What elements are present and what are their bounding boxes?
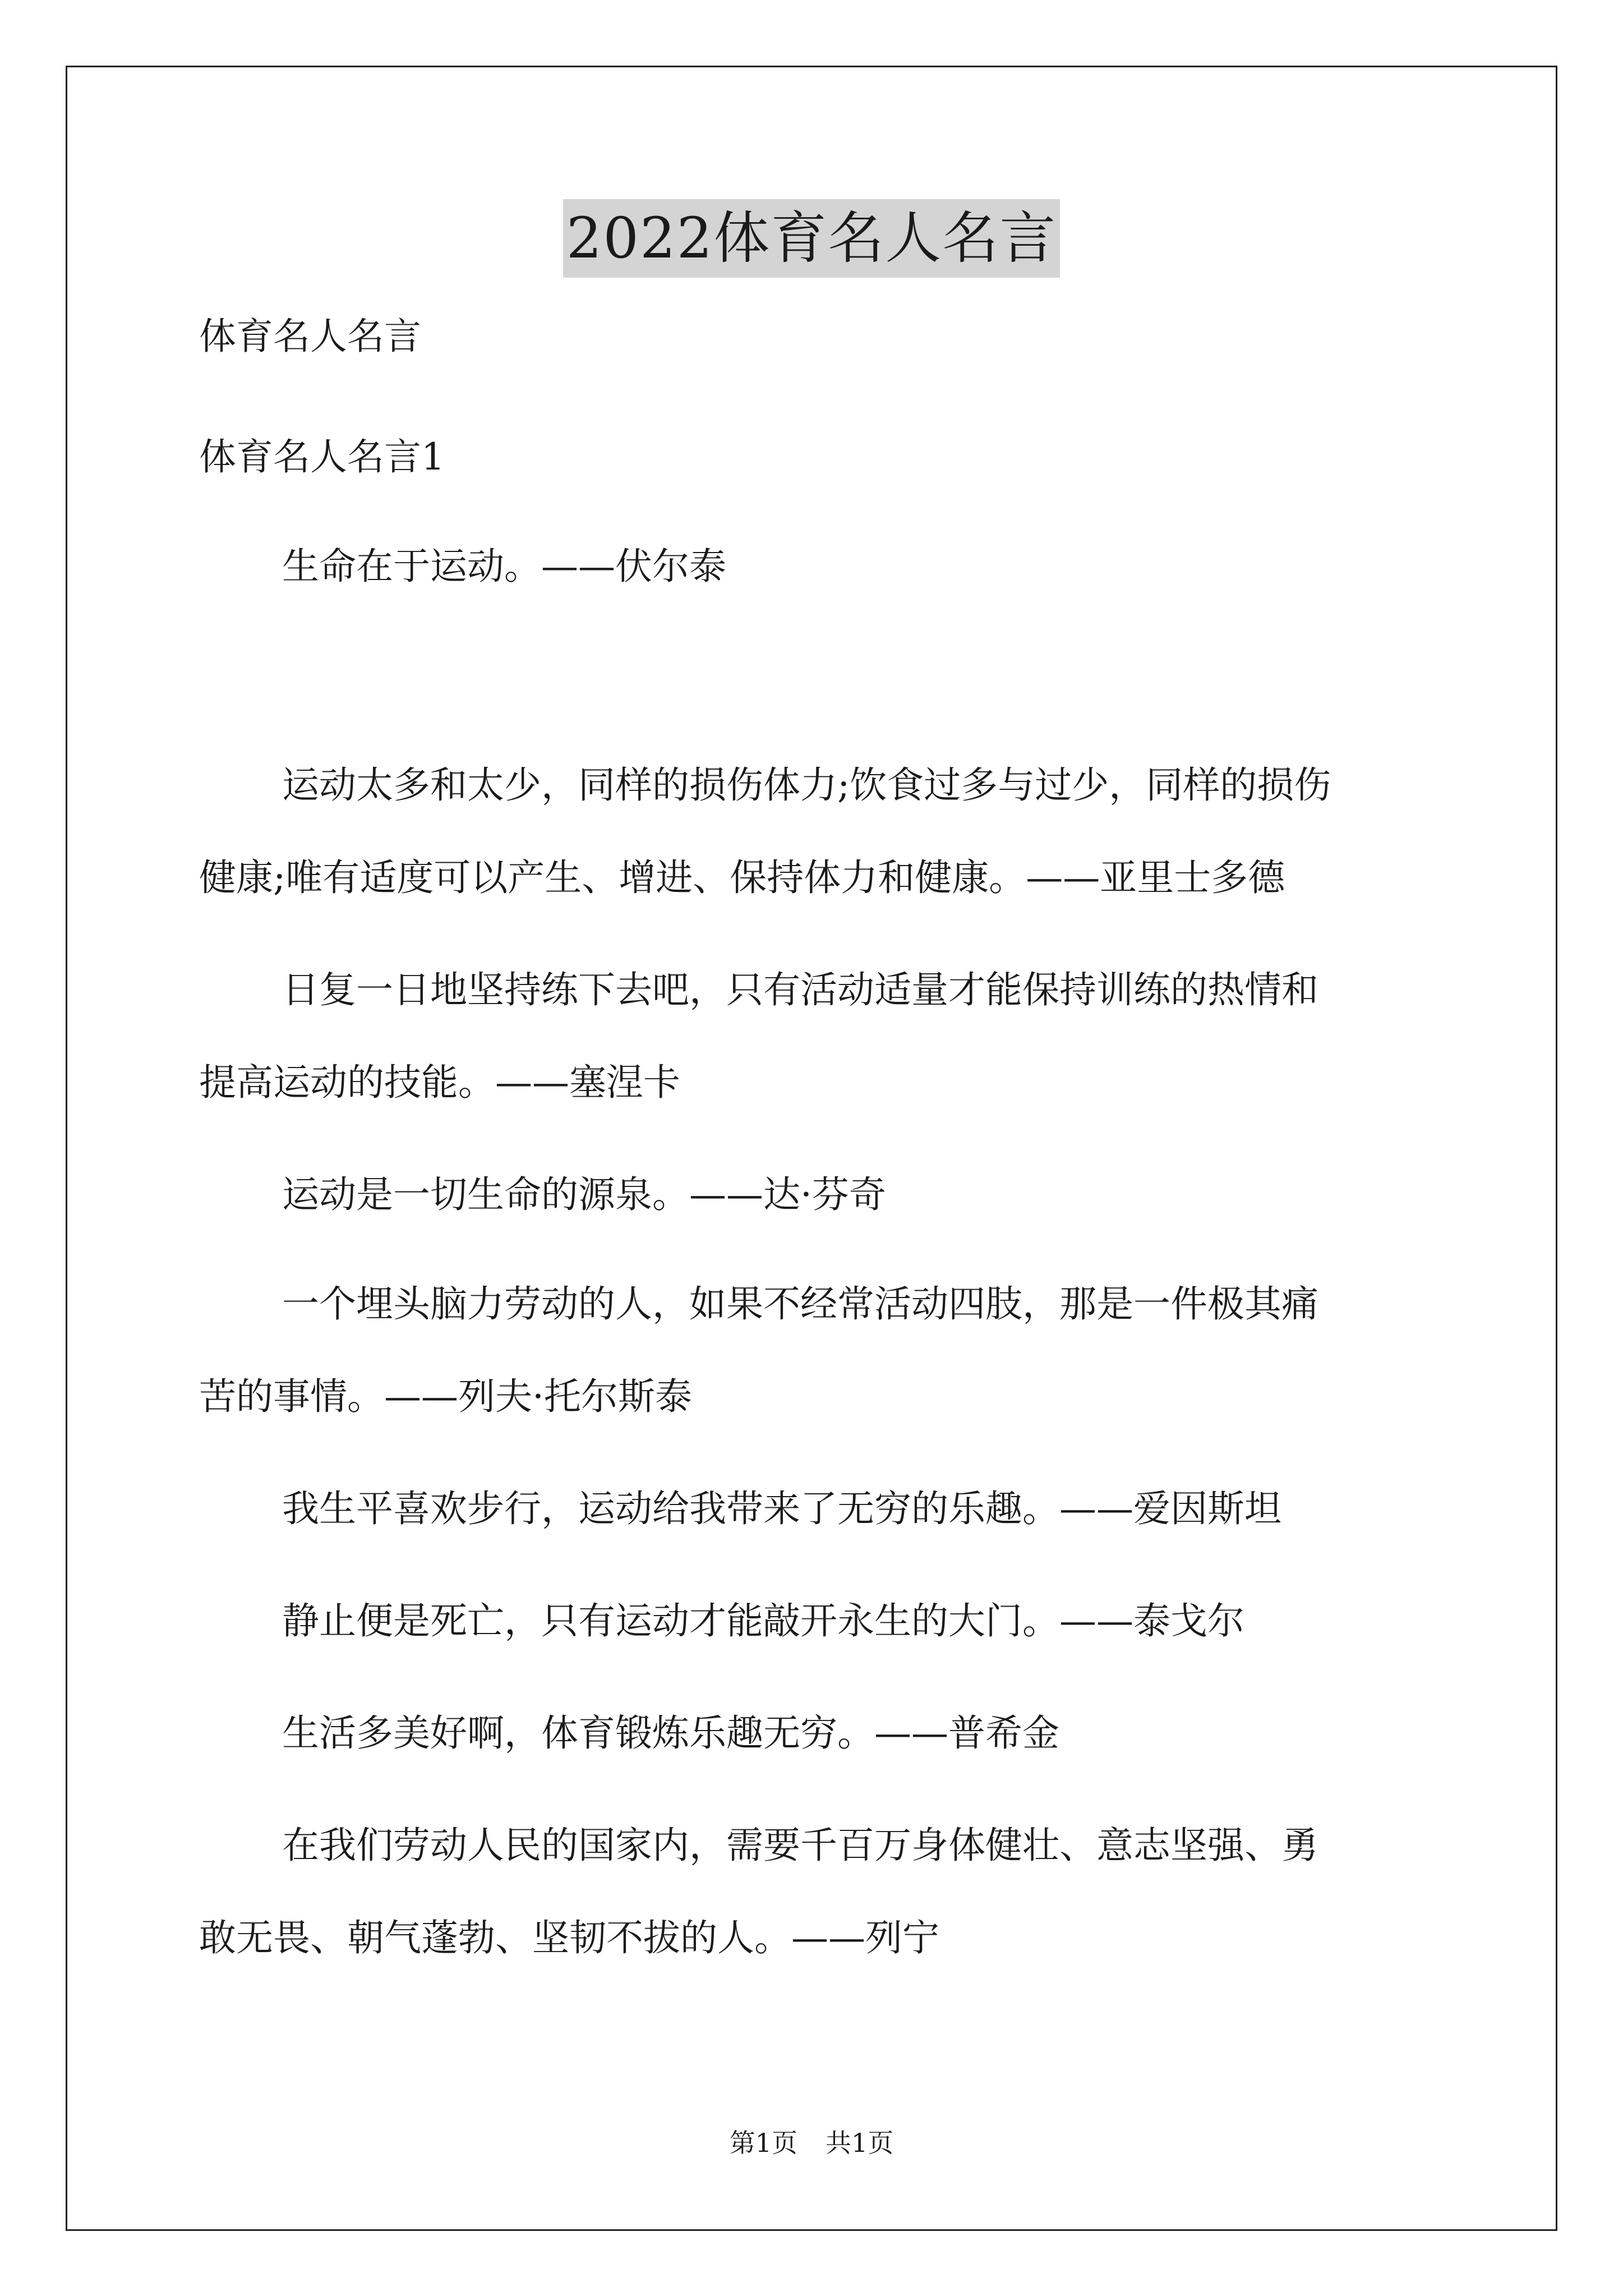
page-number: 第1页: [729, 2128, 797, 2158]
quote-line: 日复一日地坚持练下去吧，只有活动适量才能保持训练的热情和: [282, 968, 1318, 1011]
document-title: 2022体育名人名言: [563, 199, 1061, 278]
quote-line: 我生平喜欢步行，运动给我带来了无穷的乐趣。——爱因斯坦: [282, 1487, 1281, 1530]
quote-line: 运动太多和太少，同样的损伤体力;饮食过多与过少，同样的损伤: [282, 763, 1331, 807]
quote-line: 生命在于运动。——伏尔泰: [282, 545, 726, 588]
quote-line: 生活多美好啊，体育锻炼乐趣无穷。——普希金: [282, 1711, 1059, 1755]
page-footer: [0, 2126, 1623, 2160]
quote-line: 苦的事情。——列夫·托尔斯泰: [199, 1375, 692, 1418]
quote-line: 静止便是死亡，只有运动才能敲开永生的大门。——泰戈尔: [282, 1599, 1244, 1642]
quote-line: 一个埋头脑力劳动的人，如果不经常活动四肢，那是一件极其痛: [282, 1282, 1318, 1326]
section-heading: 体育名人名言: [199, 315, 421, 358]
section-subheading: 体育名人名言1: [199, 435, 445, 478]
quote-line: 敢无畏、朝气蓬勃、坚韧不拔的人。——列宁: [199, 1916, 939, 1959]
quote-line: 在我们劳动人民的国家内，需要千百万身体健壮、意志坚强、勇: [282, 1824, 1318, 1867]
title-container: [0, 199, 1623, 278]
quote-line: 运动是一切生命的源泉。——达·芬奇: [282, 1173, 886, 1216]
quote-line: 提高运动的技能。——塞涅卡: [199, 1061, 680, 1104]
page-total: 共1页: [826, 2128, 894, 2158]
document-body: [199, 311, 1433, 1969]
quote-line: 健康;唯有适度可以产生、增进、保持体力和健康。——亚里士多德: [199, 856, 1285, 899]
